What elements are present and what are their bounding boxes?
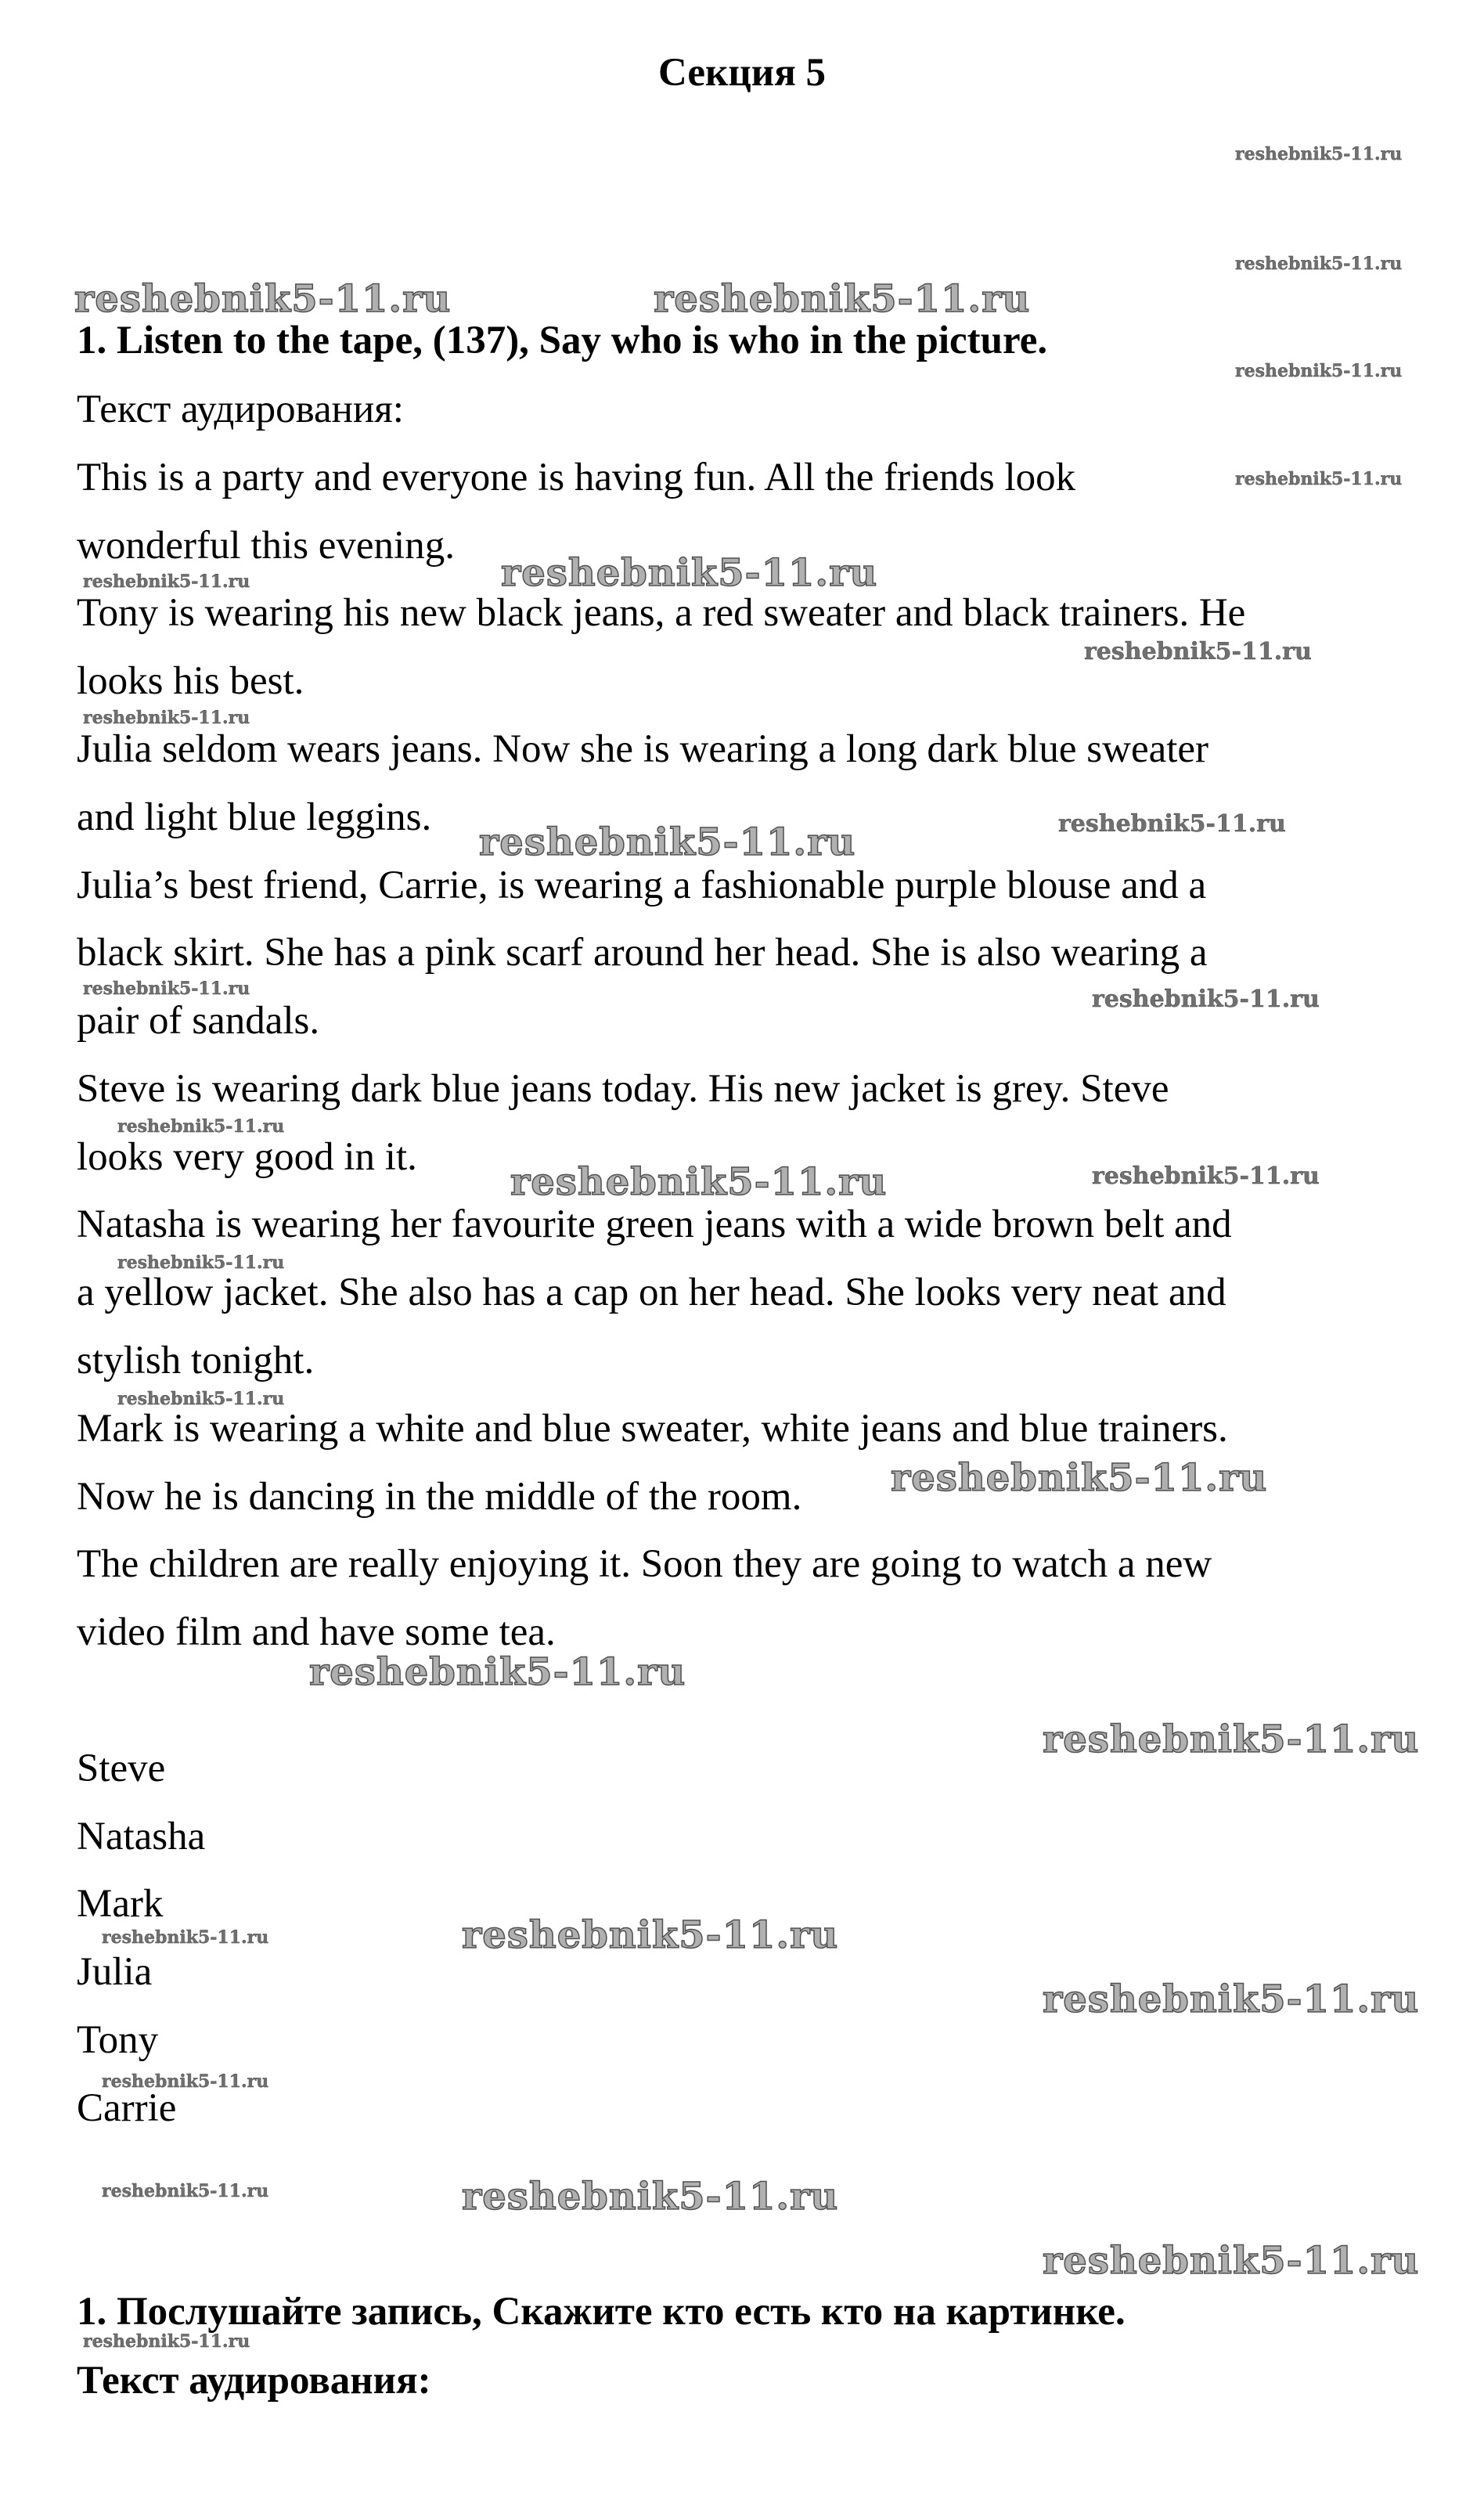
transcript-line: looks his best.	[77, 659, 304, 703]
watermark: reshebnik5-11.ru	[102, 2181, 269, 2201]
watermark: reshebnik5-11.ru	[117, 1389, 285, 1409]
watermark: reshebnik5-11.ru	[83, 571, 250, 592]
name-item: Steve	[77, 1747, 166, 1790]
watermark: reshebnik5-11.ru	[462, 1913, 839, 1957]
russian-heading: 1. Послушайте запись, Скажите кто есть кто на картинке.	[77, 2290, 1126, 2334]
transcript-line: a yellow jacket. She also has a cap on her head. She looks very neat and	[77, 1271, 1226, 1314]
transcript-line: Mark is wearing a white and blue sweater, white jeans and blue trainers.	[77, 1407, 1228, 1451]
transcript-line: Tony is wearing his new black jeans, a red sweater and black trainers. He	[77, 591, 1246, 635]
watermark: reshebnik5-11.ru	[117, 1253, 285, 1273]
transcript-line: Steve is wearing dark blue jeans today. His new jacket is grey. Steve	[77, 1067, 1169, 1111]
watermark: reshebnik5-11.ru	[462, 2175, 839, 2219]
russian-transcript-label: Текст аудирования:	[77, 2359, 431, 2403]
transcript-line: wonderful this evening.	[77, 524, 455, 568]
transcript-line: Julia’s best friend, Carrie, is wearing a fashionable purple blouse and a	[77, 863, 1207, 907]
transcript-line: Julia seldom wears jeans. Now she is wearing a long dark blue sweater	[77, 727, 1209, 771]
watermark: reshebnik5-11.ru	[654, 277, 1031, 321]
watermark: reshebnik5-11.ru	[1235, 144, 1403, 164]
transcript-line: pair of sandals.	[77, 999, 320, 1043]
transcript-line: video film and have some tea.	[77, 1610, 556, 1654]
transcript-line: This is a party and everyone is having fun. All the friends look	[77, 456, 1076, 499]
watermark: reshebnik5-11.ru	[1043, 2239, 1420, 2283]
watermark: reshebnik5-11.ru	[117, 1116, 285, 1137]
watermark: reshebnik5-11.ru	[74, 277, 452, 321]
transcript-line: Now he is dancing in the middle of the room.	[77, 1475, 802, 1519]
transcript-line: and light blue leggins.	[77, 795, 432, 839]
watermark: reshebnik5-11.ru	[510, 1160, 888, 1204]
name-item: Mark	[77, 1882, 164, 1926]
transcript-line: looks very good in it.	[77, 1135, 417, 1179]
watermark: reshebnik5-11.ru	[1043, 1977, 1420, 2021]
name-item: Julia	[77, 1950, 153, 1994]
transcript-line: black skirt. She has a pink scarf around her head. She is also wearing a	[77, 931, 1208, 975]
watermark: reshebnik5-11.ru	[83, 2331, 250, 2352]
watermark: reshebnik5-11.ru	[83, 708, 250, 728]
watermark: reshebnik5-11.ru	[83, 979, 250, 999]
watermark: reshebnik5-11.ru	[1058, 810, 1286, 838]
watermark: reshebnik5-11.ru	[1092, 1163, 1320, 1190]
watermark: reshebnik5-11.ru	[1235, 254, 1403, 274]
task-heading: 1. Listen to the tape, (137), Say who is who in the picture.	[77, 319, 1048, 362]
name-item: Carrie	[77, 2086, 177, 2130]
watermark: reshebnik5-11.ru	[1235, 469, 1403, 489]
page-title: Секция 5	[657, 51, 827, 95]
name-item: Tony	[77, 2018, 159, 2062]
watermark: reshebnik5-11.ru	[102, 2071, 269, 2092]
transcript-label: Текст аудирования:	[77, 388, 404, 431]
transcript-line: Natasha is wearing her favourite green jeans with a wide brown belt and	[77, 1202, 1232, 1246]
watermark: reshebnik5-11.ru	[1235, 361, 1403, 381]
watermark: reshebnik5-11.ru	[1084, 638, 1312, 665]
name-item: Natasha	[77, 1815, 206, 1858]
watermark: reshebnik5-11.ru	[1043, 1718, 1420, 1761]
watermark: reshebnik5-11.ru	[1092, 986, 1320, 1013]
watermark: reshebnik5-11.ru	[891, 1456, 1268, 1500]
watermark: reshebnik5-11.ru	[102, 1927, 269, 1948]
transcript-line: stylish tonight.	[77, 1339, 315, 1382]
watermark: reshebnik5-11.ru	[479, 820, 856, 864]
transcript-line: The children are really enjoying it. Soon they are going to watch a new	[77, 1542, 1212, 1586]
watermark: reshebnik5-11.ru	[501, 551, 878, 595]
watermark: reshebnik5-11.ru	[309, 1650, 686, 1694]
